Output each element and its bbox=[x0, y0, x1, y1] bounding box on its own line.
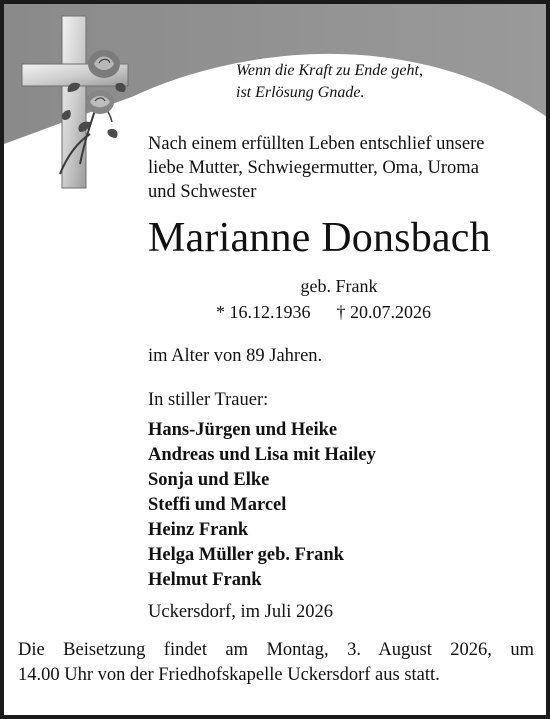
deceased-name: Marianne Donsbach bbox=[148, 215, 491, 261]
intro-line-1: Nach einem erfüllten Leben entschlief unsere bbox=[148, 134, 485, 154]
mourner-name: Helmut Frank bbox=[148, 570, 262, 590]
funeral-info bbox=[18, 638, 534, 688]
cross-with-roses-icon bbox=[20, 14, 130, 192]
mourner-name: Andreas und Lisa mit Hailey bbox=[148, 445, 376, 465]
intro-text bbox=[148, 132, 543, 204]
death-date: † 20.07.2026 bbox=[336, 302, 431, 322]
motto-quote bbox=[236, 60, 496, 104]
mourners-list bbox=[148, 418, 538, 593]
mourner-name: Sonja und Elke bbox=[148, 470, 270, 490]
motto-line-1: Wenn die Kraft zu Ende geht, bbox=[236, 62, 423, 79]
age-text: im Alter von 89 Jahren. bbox=[148, 346, 323, 366]
life-dates bbox=[216, 300, 546, 324]
place-date: Uckersdorf, im Juli 2026 bbox=[148, 602, 333, 622]
mourner-name: Steffi und Marcel bbox=[148, 495, 287, 515]
intro-line-3: und Schwester bbox=[148, 182, 257, 202]
funeral-line-1: Die Beisetzung findet am Montag, 3. August 2026, um bbox=[18, 640, 534, 660]
mourning-heading: In stiller Trauer: bbox=[148, 390, 269, 410]
intro-line-2: liebe Mutter, Schwiegermutter, Oma, Uroma bbox=[148, 158, 479, 178]
funeral-line-2: 14.00 Uhr von der Friedhofskapelle Uckersdorf aus statt. bbox=[18, 665, 440, 685]
mourner-name: Heinz Frank bbox=[148, 520, 249, 540]
maiden-name: geb. Frank bbox=[300, 276, 378, 296]
mourner-name: Hans-Jürgen und Heike bbox=[148, 420, 338, 440]
mourner-name: Helga Müller geb. Frank bbox=[148, 545, 344, 565]
motto-line-2: ist Erlösung Gnade. bbox=[236, 84, 365, 101]
birth-date: * 16.12.1936 bbox=[216, 302, 311, 322]
